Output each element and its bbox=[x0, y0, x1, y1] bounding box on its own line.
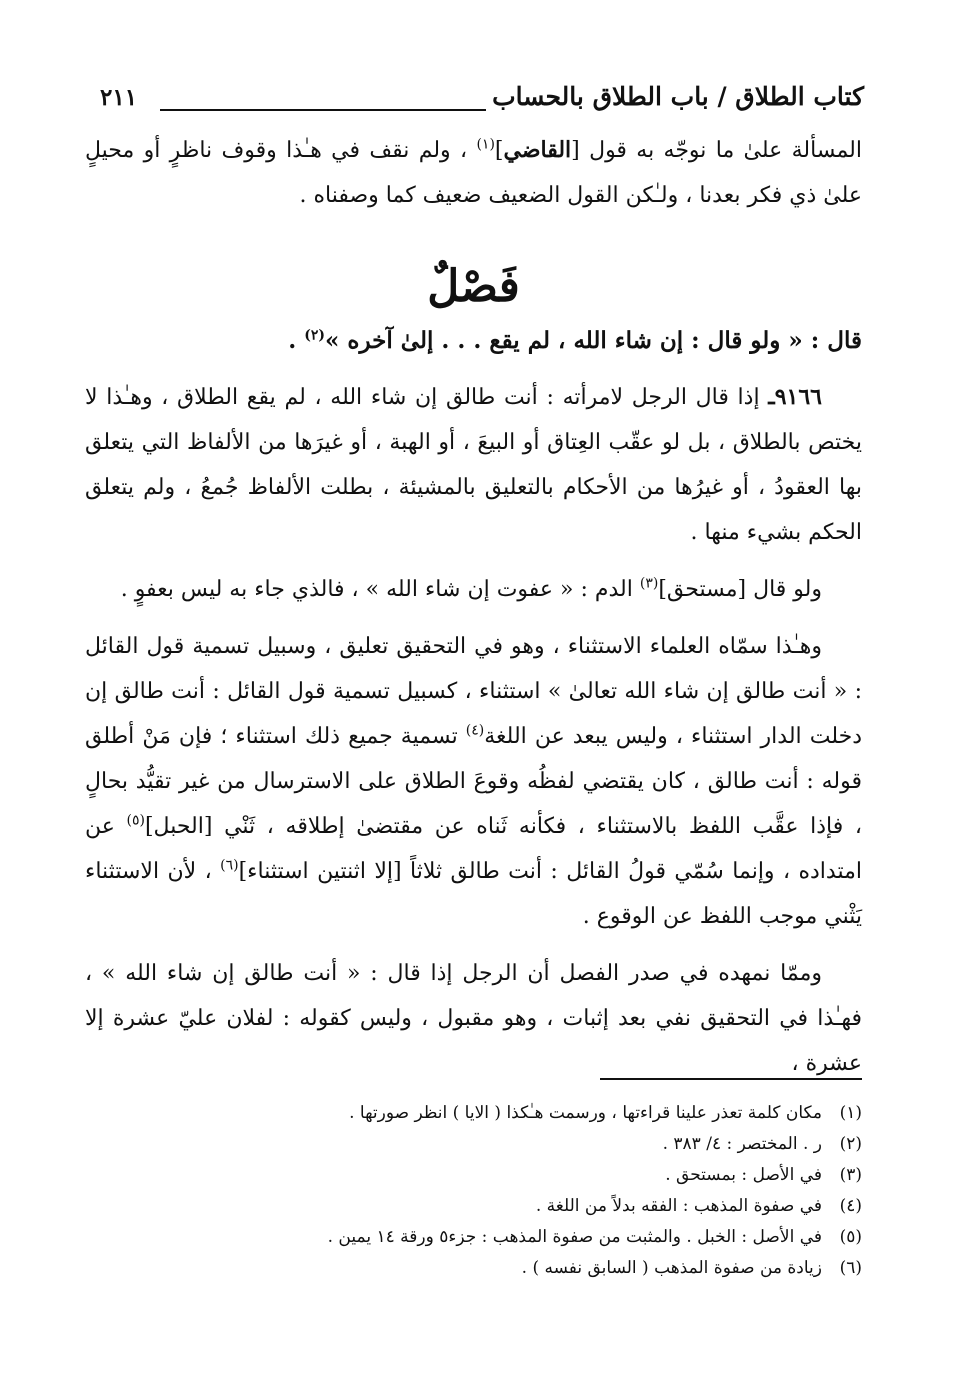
paragraph-3 bbox=[85, 567, 862, 612]
footnote-ref-4[interactable]: (٤) bbox=[465, 722, 485, 739]
footnote-ref-1[interactable]: (١) bbox=[476, 136, 495, 153]
footnote-5 bbox=[150, 1222, 862, 1253]
paragraph-9166 bbox=[85, 375, 862, 555]
chapter-title: كتاب الطلاق / باب الطلاق بالحساب bbox=[492, 82, 864, 111]
page-number: ٢١١ bbox=[100, 84, 138, 111]
main-text bbox=[85, 128, 862, 1086]
footnote-number: (٣) bbox=[839, 1165, 862, 1185]
footnotes bbox=[150, 1098, 862, 1284]
footnote-separator bbox=[600, 1078, 862, 1080]
footnote-4 bbox=[150, 1191, 862, 1222]
footnote-6 bbox=[150, 1253, 862, 1284]
quoted-statement-text: قال : « ولو قال : إن شاء الله ، لم يقع . . . إلىٰ آخره » bbox=[325, 327, 862, 354]
quoted-statement bbox=[85, 318, 862, 363]
paragraph-4 bbox=[85, 624, 862, 939]
p3-text-a: ولو قال [مستحق] bbox=[658, 577, 822, 602]
footnote-1 bbox=[150, 1098, 862, 1129]
footnote-text: في الأصل : الخبل . والمثبت من صفوة المذهب : جزء٥ ورقة ١٤ يمين . bbox=[327, 1227, 822, 1247]
footnote-ref-2[interactable]: (٢) bbox=[304, 327, 326, 344]
p1-text-qadi: القاضي bbox=[503, 137, 572, 163]
footnote-number: (٥) bbox=[839, 1227, 862, 1247]
footnote-text: ر . المختصر : ٤/ ٣٨٣ . bbox=[662, 1134, 822, 1154]
footnote-number: (٦) bbox=[839, 1258, 862, 1278]
p3-text-b: الدم : « عفوت إن شاء الله » ، فالذي جاء به ليس بعفوٍ . bbox=[120, 577, 640, 602]
p4-text-b: تسمية جميع ذلك استثناء ؛ فإن مَنْ أطلق قوله : أنت طالق ، كان يقتضي لفظُه وقوعَ الطلاق على الاسترسال من غير تقيُّد بحالٍ ، فإذا عقَّب اللفظ بالاستثناء ، فكأنه ثَناه عن مقتضىٰ إطلاقه ، ثَنْي [الحبل] bbox=[85, 724, 862, 839]
p1-text-a: المسألة علىٰ ما نوجّه به قول [ bbox=[571, 138, 862, 163]
footnote-ref-6[interactable]: (٦) bbox=[220, 857, 239, 874]
footnote-number: (٢) bbox=[839, 1134, 862, 1154]
footnote-text: في صفوة المذهب : الفقه بدلاً من اللغة . bbox=[535, 1196, 822, 1216]
p4-text-a: وهـٰذا سمّاه العلماء الاستثناء ، وهو في التحقيق تعليق ، وسبيل تسمية قول القائل : « أنت طالق إن شاء الله تعالىٰ » استثناء ، كسبيل تسمية قول القائل : أنت طالق إن دخلت الدار استثناء ، وليس يبعد عن اللغة bbox=[85, 634, 863, 749]
quoted-statement-end: . bbox=[288, 327, 305, 354]
footnote-text: في الأصل : بمستحق . bbox=[665, 1165, 822, 1185]
p4-text-c: عن امتداده ، وإنما سُمّي قولُ القائل : أنت طالق ثلاثاً [إلا اثنتين استثناء] bbox=[85, 814, 862, 884]
paragraph-5: وممّا نمهده في صدر الفصل أن الرجل إذا قال : « أنت طالق إن شاء الله » ، فهـٰذا في التحقيق نفي بعد إثبات ، وهو مقبول ، وليس كقوله : لفلان عليّ عشرة إلا عشرة ، bbox=[85, 961, 862, 1076]
footnote-text: زيادة من صفوة المذهب ( السابق نفسه ) . bbox=[521, 1258, 822, 1278]
paragraph-number: ٩١٦٦ـ bbox=[768, 384, 822, 410]
p4-text-d: ، لأن الاستثناء يَثْني موجب اللفظ عن الوقوع . bbox=[85, 859, 862, 929]
footnote-2 bbox=[150, 1129, 862, 1160]
footnote-number: (١) bbox=[839, 1103, 862, 1123]
paragraph-1 bbox=[85, 128, 862, 218]
running-header bbox=[100, 82, 864, 122]
header-rule bbox=[160, 109, 486, 111]
footnote-number: (٤) bbox=[839, 1196, 862, 1216]
p1-text-d: ، ولم نقف في هـٰذا وقوف ناظرٍ أو محيلٍ علىٰ ذي فكر بعدنا ، ولـٰكن القول الضعيف ضعيف كما وصفناه . bbox=[85, 138, 862, 208]
section-ornament-fasl: فَصْلٌ bbox=[427, 261, 520, 312]
footnote-ref-5[interactable]: (٥) bbox=[126, 812, 145, 829]
footnote-text: مكان كلمة تعذر علينا قراءتها ، ورسمت هـٰكذا ( الايا ) انظر صورتها . bbox=[349, 1103, 822, 1123]
p1-text-c: ] bbox=[494, 138, 504, 163]
footnote-3 bbox=[150, 1160, 862, 1191]
p2-text: إذا قال الرجل لامرأته : أنت طالق إن شاء الله ، لم يقع الطلاق ، وهـٰذا لا يختص بالطلاق ، بل لو عقّب العِتاق أو البيعَ ، أو الهبة ، أو غيرَها من الألفاظ التي يتعلق بها العقودُ ، أو غيرُها من الأحكام بالتعليق بالمشيئة ، بطلت الألفاظ جُمعُ ، ولم يتعلق الحكم بشيء منها . bbox=[85, 385, 862, 545]
footnote-ref-3[interactable]: (٣) bbox=[639, 575, 659, 592]
